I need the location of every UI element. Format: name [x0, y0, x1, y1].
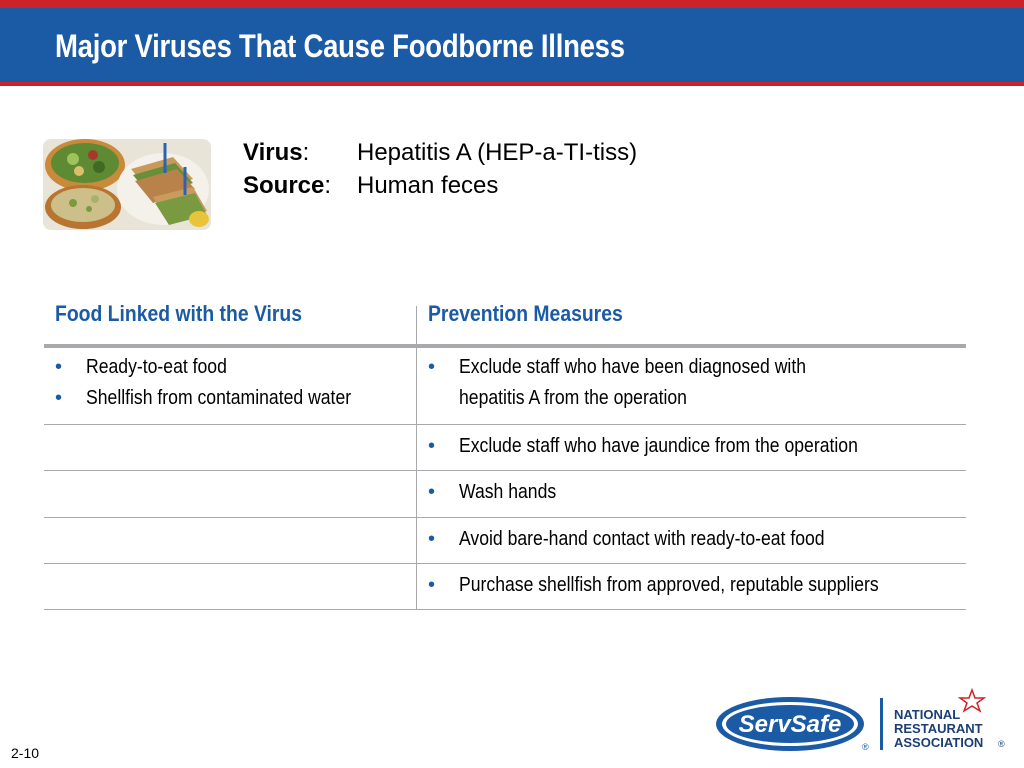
prevention-item-4	[428, 524, 874, 555]
prevention-item-5	[428, 570, 936, 601]
list-item: • Exclude staff who have jaundice from the operation	[428, 431, 912, 462]
column-divider	[416, 348, 417, 610]
title-bar-top-stripe	[0, 0, 1024, 8]
column-header-food: Food Linked with the Virus	[55, 301, 303, 326]
title-bar	[0, 0, 1024, 86]
source-label: Source	[243, 172, 325, 199]
header-rule	[44, 344, 966, 348]
servsafe-registered: ®	[862, 742, 869, 752]
bullet: •	[428, 356, 436, 378]
virus-value: Hepatitis A (HEP-a-TI-tiss)	[357, 139, 638, 166]
row-divider	[44, 470, 966, 471]
bullet: •	[428, 528, 436, 550]
nra-registered: ®	[998, 739, 1005, 749]
list-item: • Ready-to-eat food	[55, 352, 387, 383]
bullet: •	[428, 574, 436, 596]
star-icon	[960, 690, 984, 711]
food-photo	[43, 139, 211, 230]
row-divider	[44, 517, 966, 518]
list-item: • Wash hands	[428, 477, 569, 508]
bullet: •	[55, 356, 63, 378]
source-separator: :	[324, 172, 332, 199]
table-bottom-rule	[44, 609, 966, 610]
footer-logos	[714, 688, 1014, 754]
virus-separator: :	[302, 139, 310, 166]
source-value: Human feces	[357, 172, 499, 199]
list-item: • Purchase shellfish from approved, reputable suppliers	[428, 570, 936, 601]
prevention-item-3	[428, 477, 569, 508]
bullet: •	[428, 435, 436, 457]
bullet: •	[55, 387, 63, 409]
nra-line-2: RESTAURANT	[894, 721, 983, 736]
column-header-prevention: Prevention Measures	[428, 301, 623, 326]
prevention-item-1	[428, 352, 853, 414]
row-divider	[44, 424, 966, 425]
source-row	[243, 172, 499, 205]
nra-line-3: ASSOCIATION	[894, 735, 984, 750]
list-item: • Shellfish from contaminated water	[55, 383, 387, 414]
virus-row	[243, 139, 638, 172]
title-bar-bottom-stripe	[0, 82, 1024, 86]
prevention-item-2	[428, 431, 912, 462]
slide-title: Major Viruses That Cause Foodborne Illness	[55, 28, 625, 64]
servsafe-logo	[714, 688, 1014, 754]
virus-info	[243, 139, 638, 205]
list-item: • Exclude staff who have been diagnosed with hepatitis A from the operation	[428, 352, 853, 414]
header-divider	[416, 306, 417, 344]
food-list	[55, 352, 387, 414]
nra-line-1: NATIONAL	[894, 707, 961, 722]
page-number: 2-10	[11, 745, 40, 761]
list-item: • Avoid bare-hand contact with ready-to-eat food	[428, 524, 874, 555]
bullet: •	[428, 481, 436, 503]
row-divider	[44, 563, 966, 564]
virus-label: Virus	[243, 139, 303, 166]
servsafe-wordmark: ServSafe	[738, 711, 842, 738]
